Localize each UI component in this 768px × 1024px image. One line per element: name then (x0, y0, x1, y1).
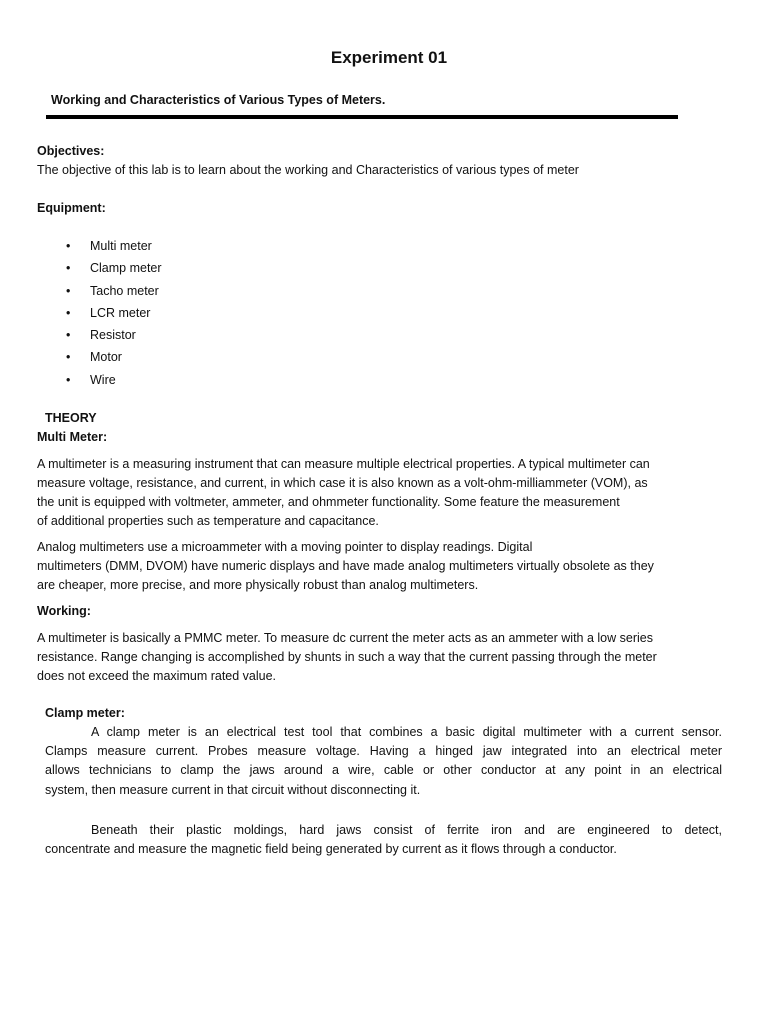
list-item: • Multi meter (66, 239, 152, 253)
multimeter-heading: Multi Meter: (37, 430, 108, 444)
working-heading: Working: (37, 604, 91, 618)
clamp-meter-paragraph-2: Beneath their plastic moldings, hard jaws consist of ferrite iron and are engineered to detect, concentrate and measure the magnetic field being generated by current as it flows through a conductor. (45, 823, 722, 857)
title-divider (46, 115, 678, 119)
multimeter-paragraph-2: Analog multimeters use a microammeter with a moving pointer to display readings. Digital multimeters (DMM, DVOM) have numeric displays and have made analog multimeters virtually obsolete as they are cheaper, more precise, and more physically robust than analog multimeters. (37, 540, 654, 592)
clamp-meter-paragraph-1: A clamp meter is an electrical test tool that combines a basic digital multimeter with a current sensor. Clamps measure current. Probes measure voltage. Having a hinged jaw integrated into an electrical meter allows technicians to clamp the jaws around a wire, cable or other conductor at any point in an electrical system, then measure current in that circuit without disconnecting it. (45, 725, 722, 797)
bullet-icon: • (66, 372, 71, 387)
page-subtitle: Working and Characteristics of Various Types of Meters. (51, 93, 386, 107)
working-paragraph: A multimeter is basically a PMMC meter. To measure dc current the meter acts as an ammeter with a low series resistance. Range changing is accomplished by shunts in such a way that the current passing through the meter does not exceed the maximum rated value. (37, 631, 657, 683)
list-item: • Tacho meter (66, 283, 159, 298)
equipment-heading: Equipment: (37, 201, 106, 215)
bullet-icon: • (66, 328, 71, 343)
theory-heading: THEORY (45, 411, 97, 425)
multimeter-paragraph-1: A multimeter is a measuring instrument that can measure multiple electrical properties. A typical multimeter can measure voltage, resistance, and current, in which case it is also known as a volt-ohm-milliammeter (VOM), as the unit is equipped with voltmeter, ammeter, and ohmmeter functionality. Some feature the measurement of additional properties such as temperature and capacitance. (37, 457, 650, 528)
objectives-heading: Objectives: (37, 144, 105, 158)
bullet-icon: • (66, 283, 71, 298)
bullet-icon: • (66, 261, 71, 276)
list-item: • Resistor (66, 328, 136, 343)
list-item: • Clamp meter (66, 261, 162, 276)
list-item: • LCR meter (66, 305, 151, 320)
clamp-meter-heading: Clamp meter: (45, 706, 125, 720)
objectives-text: The objective of this lab is to learn about the working and Characteristics of various types of meter (37, 163, 579, 177)
list-item: • Wire (66, 372, 116, 387)
bullet-icon: • (66, 239, 71, 253)
bullet-icon: • (66, 305, 71, 320)
list-item: • Motor (66, 350, 122, 365)
page-title: Experiment 01 (330, 48, 448, 67)
equipment-list (66, 237, 162, 393)
bullet-icon: • (66, 350, 71, 365)
